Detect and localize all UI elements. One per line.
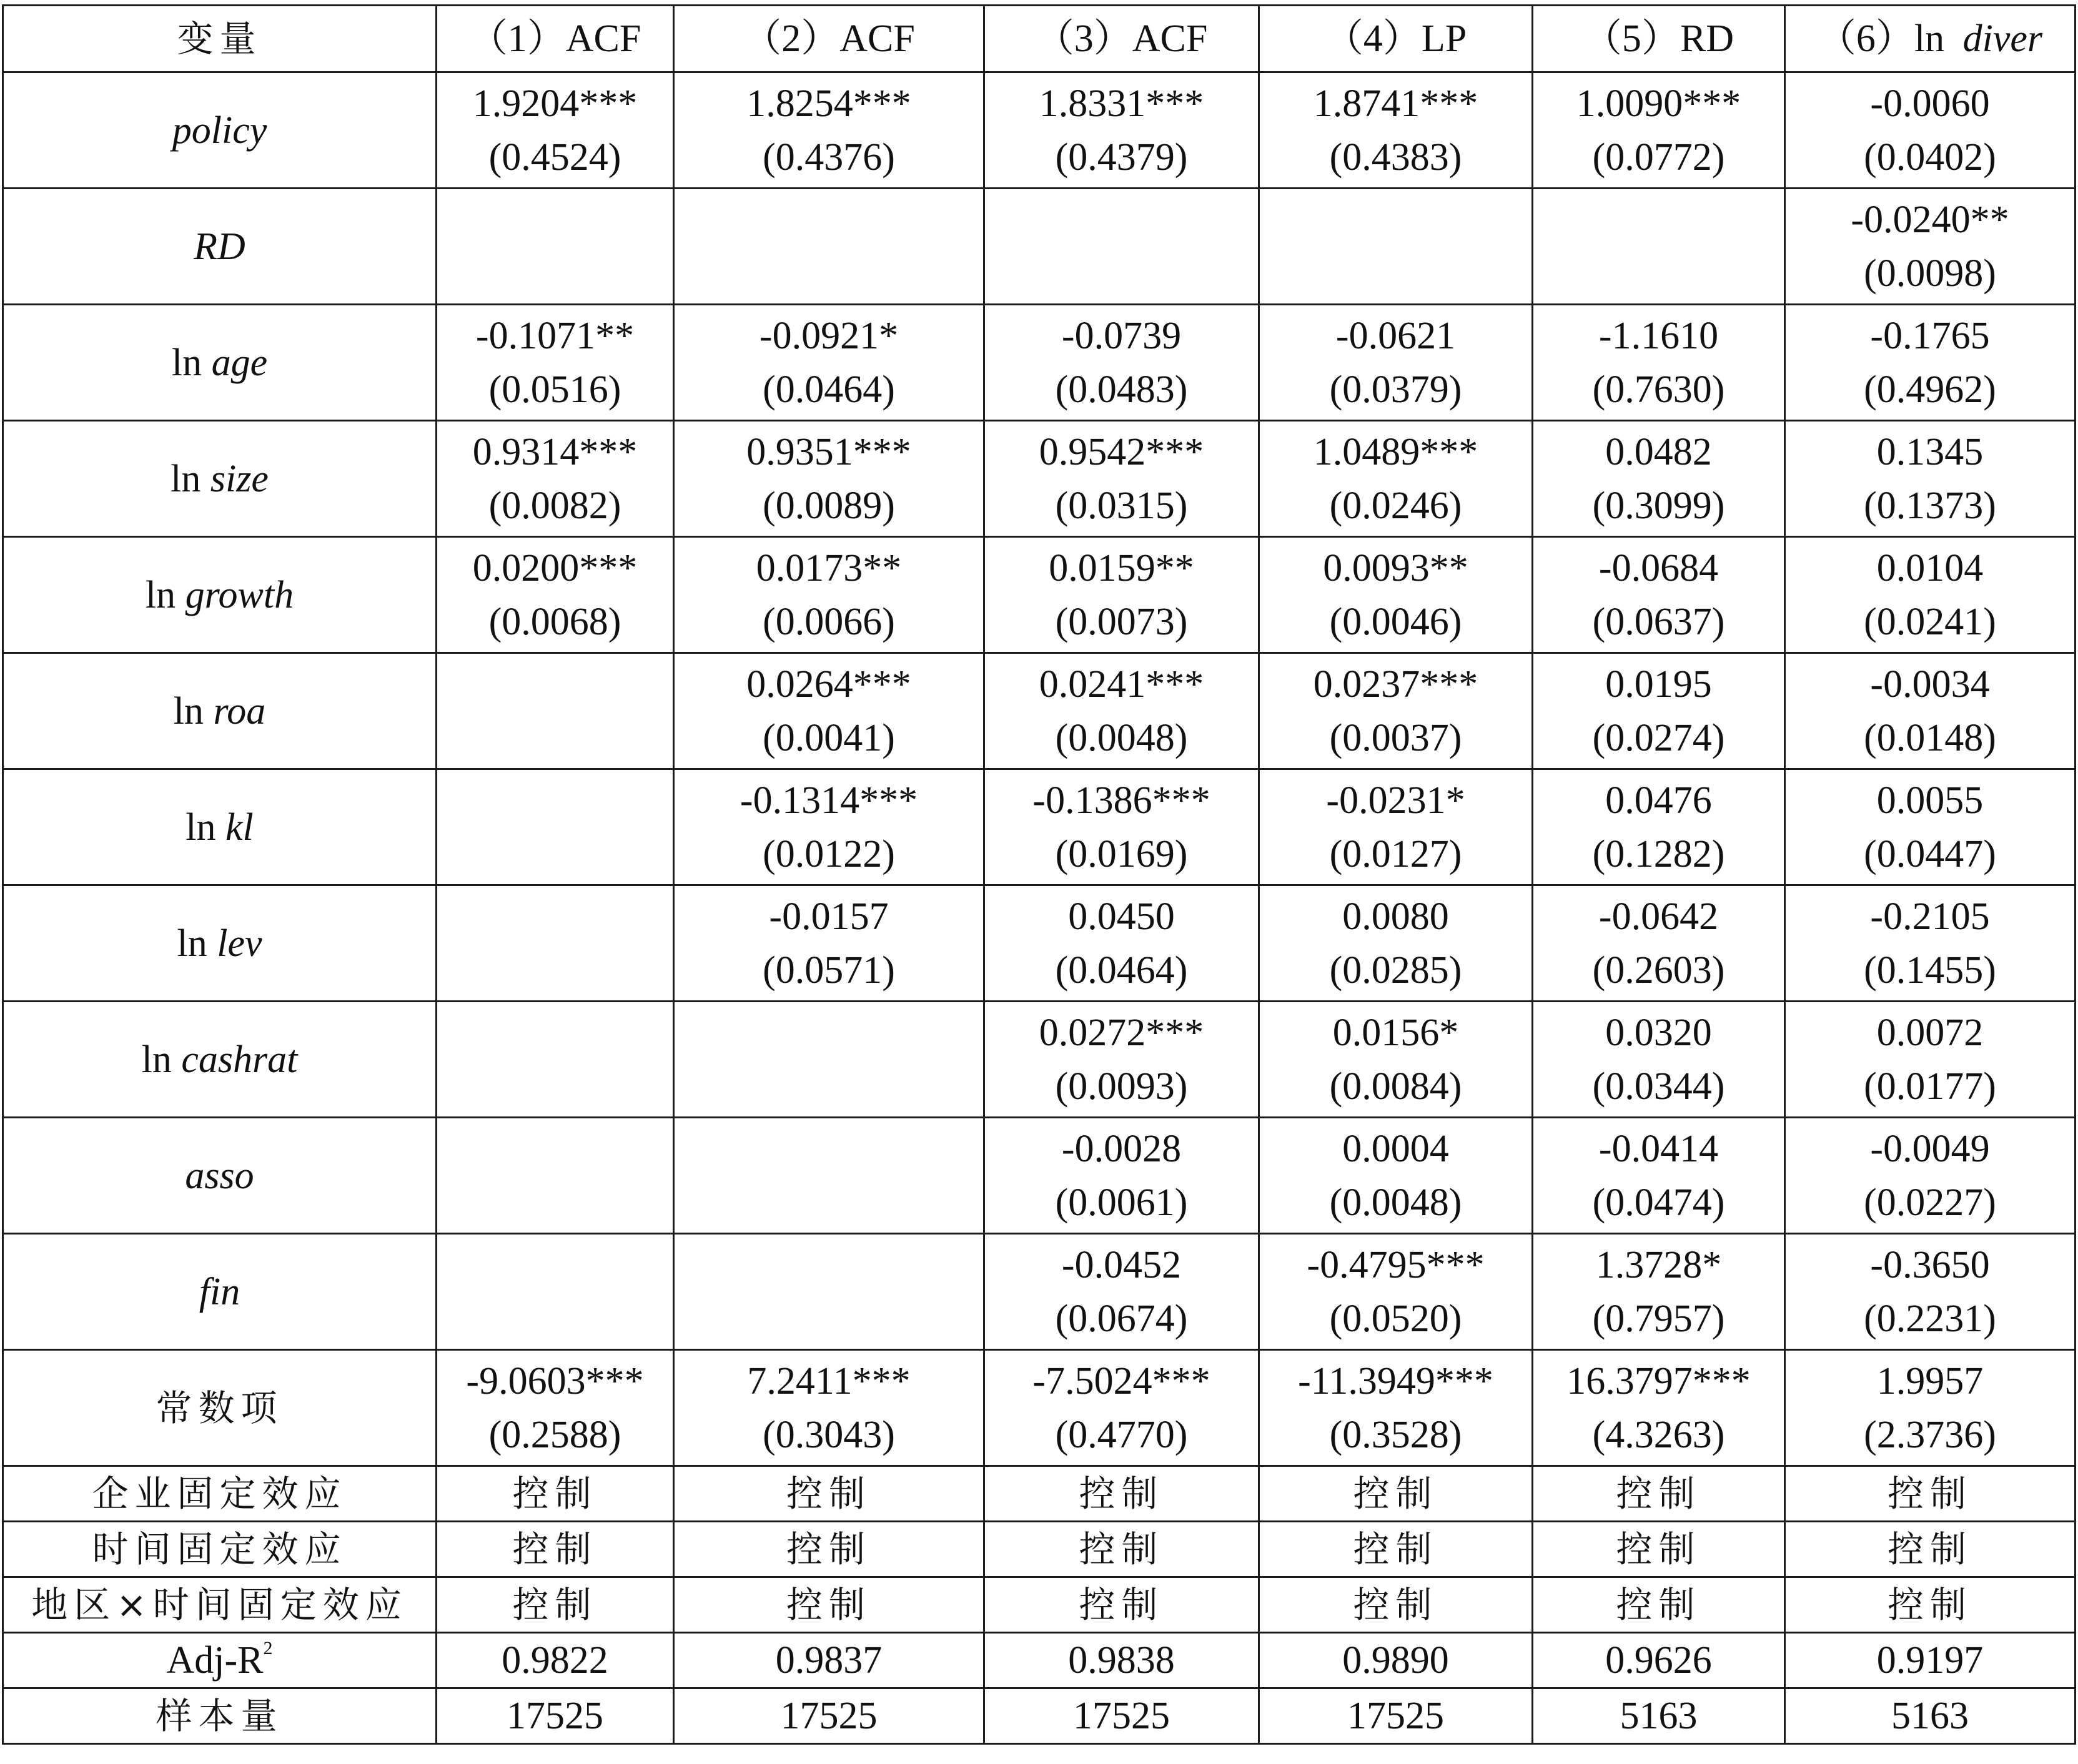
coef-cell [1785,421,2076,537]
coef-cell [437,189,674,305]
coefficient: -0.0642 [1598,895,1719,938]
standard-error: (0.0068) [488,600,621,643]
stat-cell: 控制 [984,1577,1259,1633]
coefficient: 0.0237*** [1313,663,1478,706]
coefficient: -0.0921* [759,314,899,357]
coefficient: 0.0080 [1342,895,1449,938]
standard-error: (0.0474) [1592,1181,1725,1224]
coef-cell [1259,305,1533,421]
coef-cell [674,421,984,537]
header-col-5: （5）RD [1533,6,1785,72]
header-col-4: （4）LP [1259,6,1533,72]
coef-row-asso [3,1118,2076,1234]
coefficient: 0.0450 [1068,895,1175,938]
standard-error: (0.0637) [1592,600,1725,643]
coef-cell [1533,1350,1785,1466]
stat-cell: 控制 [437,1522,674,1577]
coef-cell [1259,1002,1533,1118]
stat-cell: 控制 [1259,1466,1533,1522]
coef-cell [1785,653,2076,769]
coef-row-size [3,421,2076,537]
coef-cell [1533,1234,1785,1350]
coefficient: 1.8254*** [746,82,911,125]
row-label [3,653,437,769]
coef-cell [1785,537,2076,653]
stat-cell: 控制 [674,1466,984,1522]
standard-error: (0.0483) [1055,368,1188,411]
coefficient: -0.0452 [1061,1243,1182,1286]
coef-cell [437,421,674,537]
coef-cell [437,1234,674,1350]
row-label [3,537,437,653]
stat-label [3,1633,437,1688]
coef-cell [1533,653,1785,769]
coef-cell [1533,189,1785,305]
row-label [3,421,437,537]
coefficient: 0.0055 [1876,779,1984,822]
row-label [3,1350,437,1466]
stat-cell: 控制 [1533,1466,1785,1522]
coefficient: 16.3797*** [1566,1359,1751,1402]
standard-error: (0.0344) [1592,1065,1725,1108]
coef-cell [1533,305,1785,421]
stat-cell: 17525 [1259,1688,1533,1744]
coef-cell [1785,885,2076,1002]
standard-error: (0.0516) [488,368,621,411]
row-label-variable: asso [185,1154,254,1197]
coef-cell [437,1350,674,1466]
standard-error: (0.2603) [1592,949,1725,992]
row-label [3,189,437,305]
stat-cell: 控制 [1533,1577,1785,1633]
row-label-text: ln [171,341,202,384]
standard-error: (0.0046) [1329,600,1462,643]
stat-label [3,1577,437,1633]
coefficient: -0.0049 [1870,1127,1990,1170]
row-label-variable: roa [213,689,266,732]
coef-cell [674,72,984,189]
coef-cell [674,769,984,885]
coefficient: 1.3728* [1595,1243,1722,1286]
coefficient: 0.0482 [1605,430,1712,473]
coef-row-growth [3,537,2076,653]
coef-cell [1785,72,2076,189]
coef-cell [674,885,984,1002]
row-label [3,72,437,189]
coef-cell [1259,1350,1533,1466]
coef-cell [1785,189,2076,305]
stat-cell: 控制 [1785,1522,2076,1577]
stat-cell: 17525 [437,1688,674,1744]
coefficient: 0.0476 [1605,779,1712,822]
coef-cell [984,1234,1259,1350]
coefficient: 1.0090*** [1576,82,1741,125]
coefficient: 0.0093** [1323,546,1468,589]
coef-cell [674,653,984,769]
stat-cell: 控制 [984,1466,1259,1522]
standard-error: (0.0084) [1329,1065,1462,1108]
coef-cell [984,653,1259,769]
coef-row-policy [3,72,2076,189]
coefficient: 0.0320 [1605,1011,1712,1054]
standard-error: (0.0571) [763,949,895,992]
stat-row-1 [3,1522,2076,1577]
coefficient: -0.0621 [1335,314,1456,357]
standard-error: (0.0241) [1864,600,1996,643]
coef-cell [984,305,1259,421]
stat-cell: 控制 [984,1522,1259,1577]
coef-cell [984,421,1259,537]
row-label [3,1234,437,1350]
coefficient: 0.0173** [756,546,902,589]
coef-cell [437,305,674,421]
coef-cell [674,1350,984,1466]
stat-cell: 0.9838 [984,1633,1259,1688]
standard-error: (0.0285) [1329,949,1462,992]
coef-cell [984,769,1259,885]
coef-cell [674,189,984,305]
standard-error: (0.0082) [488,484,621,527]
coef-cell [437,885,674,1002]
standard-error: (0.0169) [1055,832,1188,875]
coefficient: 0.0264*** [746,663,911,706]
standard-error: (0.0246) [1329,484,1462,527]
coefficient: 0.9314*** [472,430,638,473]
stat-label-text: 地区×时间固定效应 [31,1584,408,1626]
standard-error: (0.0402) [1864,136,1996,179]
stat-cell: 0.9837 [674,1633,984,1688]
row-label-variable: age [211,341,268,384]
standard-error: (0.0464) [1055,949,1188,992]
standard-error: (0.0127) [1329,832,1462,875]
coefficient: -0.4795*** [1307,1243,1485,1286]
standard-error: (0.3043) [763,1413,895,1456]
standard-error: (0.0048) [1329,1181,1462,1224]
stat-cell: 5163 [1785,1688,2076,1744]
coef-cell [1259,189,1533,305]
coefficient: -1.1610 [1598,314,1719,357]
coef-cell [1785,1350,2076,1466]
row-label-text: ln [171,457,201,500]
row-label-text: ln [173,689,204,732]
coefficient: 0.0072 [1876,1011,1984,1054]
coefficient: -0.0684 [1598,546,1719,589]
coefficient: -0.2105 [1870,895,1990,938]
table-body [3,72,2076,1744]
coefficient: 0.0156* [1332,1011,1459,1054]
stat-cell: 控制 [1259,1577,1533,1633]
row-label [3,1118,437,1234]
row-label-variable: fin [199,1270,240,1313]
stat-row-0 [3,1466,2076,1522]
stat-row-2 [3,1577,2076,1633]
coefficient: -0.1765 [1870,314,1990,357]
row-label [3,1002,437,1118]
stat-cell: 控制 [674,1577,984,1633]
standard-error: (0.4379) [1055,136,1188,179]
header-col-2: （2）ACF [674,6,984,72]
coef-cell [674,1002,984,1118]
coef-cell [984,72,1259,189]
standard-error: (0.0073) [1055,600,1188,643]
row-label-text: ln [141,1038,172,1081]
superscript: 2 [263,1638,273,1658]
coef-cell [1259,769,1533,885]
coef-cell [1533,421,1785,537]
row-label-variable: size [210,457,269,500]
row-label-text: ln [177,922,207,965]
coefficient: 0.0200*** [472,546,638,589]
coef-cell [1785,1118,2076,1234]
coef-cell [437,1002,674,1118]
standard-error: (0.4383) [1329,136,1462,179]
stat-cell: 0.9197 [1785,1633,2076,1688]
coef-cell [674,305,984,421]
coef-cell [984,1350,1259,1466]
coef-cell [1259,1118,1533,1234]
standard-error: (0.0447) [1864,832,1996,875]
standard-error: (0.0227) [1864,1181,1996,1224]
coefficient: 0.1345 [1876,430,1984,473]
coef-cell [437,1118,674,1234]
coefficient: -0.3650 [1870,1243,1990,1286]
coefficient: -0.0240** [1851,198,2009,241]
standard-error: (0.0464) [763,368,895,411]
standard-error: (0.0674) [1055,1297,1188,1340]
coefficient: 1.0489*** [1313,430,1478,473]
coef-row-fin [3,1234,2076,1350]
coefficient: -0.0028 [1061,1127,1182,1170]
coefficient: -0.0414 [1598,1127,1719,1170]
stat-cell: 0.9626 [1533,1633,1785,1688]
coef-cell [674,537,984,653]
standard-error: (0.0041) [763,716,895,759]
coef-cell [1533,1118,1785,1234]
row-label-variable: policy [172,109,267,152]
standard-error: (0.3528) [1329,1413,1462,1456]
row-label-variable: lev [217,922,262,965]
stat-label [3,1688,437,1744]
stat-cell: 控制 [1533,1522,1785,1577]
coefficient: 7.2411*** [747,1359,911,1402]
coefficient: -0.0231* [1326,779,1465,822]
standard-error: (0.1373) [1864,484,1996,527]
standard-error: (0.0772) [1592,136,1725,179]
coef-row-age [3,305,2076,421]
coef-cell [1259,885,1533,1002]
coef-row-lev [3,885,2076,1002]
row-label [3,769,437,885]
standard-error: (0.0098) [1864,252,1996,295]
standard-error: (0.0315) [1055,484,1188,527]
stat-cell: 17525 [984,1688,1259,1744]
coef-cell [1533,1002,1785,1118]
coef-cell [1259,421,1533,537]
standard-error: (0.0037) [1329,716,1462,759]
coefficient: 1.9957 [1876,1359,1984,1402]
coef-row-kl [3,769,2076,885]
coefficient: -0.1314*** [740,779,918,822]
standard-error: (0.0274) [1592,716,1725,759]
row-label-text: ln [186,806,216,849]
coef-cell [984,885,1259,1002]
row-label-text: ln [145,573,176,616]
standard-error: (0.2231) [1864,1297,1996,1340]
stat-cell: 控制 [1785,1466,2076,1522]
stat-label [3,1466,437,1522]
standard-error: (0.0148) [1864,716,1996,759]
coef-cell [1259,653,1533,769]
stat-label-text: 样本量 [156,1695,284,1737]
coefficient: 0.0241*** [1039,663,1204,706]
header-col-3: （3）ACF [984,6,1259,72]
regression-table [2,4,2076,1745]
stat-cell: 控制 [437,1466,674,1522]
coefficient: 1.8741*** [1313,82,1478,125]
coefficient: -7.5024*** [1032,1359,1210,1402]
coef-cell [984,537,1259,653]
standard-error: (0.0093) [1055,1065,1188,1108]
coef-cell [1785,305,2076,421]
coef-cell [674,1118,984,1234]
standard-error: (0.0122) [763,832,895,875]
coef-cell [1259,537,1533,653]
coefficient: 0.0195 [1605,663,1712,706]
coef-cell [1533,769,1785,885]
standard-error: (0.0177) [1864,1065,1996,1108]
coefficient: -0.0739 [1061,314,1182,357]
stat-cell: 0.9822 [437,1633,674,1688]
coef-row-rd [3,189,2076,305]
coef-cell [984,1002,1259,1118]
standard-error: (0.3099) [1592,484,1725,527]
coef-cell [1785,1002,2076,1118]
stat-cell: 控制 [1785,1577,2076,1633]
coefficient: 1.9204*** [472,82,638,125]
standard-error: (2.3736) [1864,1413,1996,1456]
stat-row-3 [3,1633,2076,1688]
stat-cell: 5163 [1533,1688,1785,1744]
standard-error: (0.4376) [763,136,895,179]
coefficient: -0.0060 [1870,82,1990,125]
coef-row-row-11 [3,1350,2076,1466]
row-label-variable: RD [194,225,245,268]
coef-cell [1533,537,1785,653]
standard-error: (0.4962) [1864,368,1996,411]
coefficient: 0.9351*** [746,430,911,473]
header-row [3,6,2076,72]
coefficient: 0.0159** [1049,546,1194,589]
header-col-1: （1）ACF [437,6,674,72]
coef-cell [437,72,674,189]
stat-label [3,1522,437,1577]
coefficient: 1.8331*** [1039,82,1204,125]
coef-cell [1259,1234,1533,1350]
coef-cell [1785,1234,2076,1350]
coefficient: -9.0603*** [466,1359,644,1402]
coefficient: 0.9542*** [1039,430,1204,473]
header-col-6: （6）ln diver [1785,6,2076,72]
coefficient: -0.0157 [769,895,889,938]
standard-error: (0.0048) [1055,716,1188,759]
stat-label-text: 企业固定效应 [92,1472,347,1515]
stat-cell: 控制 [437,1577,674,1633]
row-label-variable: kl [225,806,254,849]
row-label [3,305,437,421]
standard-error: (0.1455) [1864,949,1996,992]
coefficient: 0.0272*** [1039,1011,1204,1054]
stat-cell: 控制 [674,1522,984,1577]
standard-error: (4.3263) [1592,1413,1725,1456]
coef-cell [1533,885,1785,1002]
stat-cell: 0.9890 [1259,1633,1533,1688]
coefficient: -11.3949*** [1298,1359,1493,1402]
row-label [3,885,437,1002]
standard-error: (0.7630) [1592,368,1725,411]
stat-cell: 17525 [674,1688,984,1744]
coef-cell [984,1118,1259,1234]
coef-cell [437,653,674,769]
stat-label-text: Adj-R [166,1639,264,1682]
coef-cell [1533,72,1785,189]
stat-cell: 控制 [1259,1522,1533,1577]
coef-cell [437,537,674,653]
standard-error: (0.1282) [1592,832,1725,875]
standard-error: (0.2588) [488,1413,621,1456]
standard-error: (0.7957) [1592,1297,1725,1340]
standard-error: (0.0520) [1329,1297,1462,1340]
header-variable: 变量 [3,6,437,72]
row-label-text: 常数项 [156,1386,284,1429]
coef-cell [1785,769,2076,885]
standard-error: (0.4770) [1055,1413,1188,1456]
coef-row-roa [3,653,2076,769]
standard-error: (0.0089) [763,484,895,527]
coef-row-cashrat [3,1002,2076,1118]
standard-error: (0.0066) [763,600,895,643]
standard-error: (0.0061) [1055,1181,1188,1224]
coef-cell [674,1234,984,1350]
standard-error: (0.0379) [1329,368,1462,411]
coefficient: -0.1071** [475,314,635,357]
coefficient: 0.0004 [1342,1127,1449,1170]
coefficient: 0.0104 [1876,546,1984,589]
coefficient: -0.1386*** [1032,779,1210,822]
coefficient: -0.0034 [1870,663,1990,706]
row-label-variable: growth [185,573,294,616]
standard-error: (0.4524) [488,136,621,179]
coef-cell [437,769,674,885]
row-label-variable: cashrat [181,1038,298,1081]
coef-cell [1259,72,1533,189]
stat-label-text: 时间固定效应 [92,1528,347,1570]
coef-cell [984,189,1259,305]
stat-row-4 [3,1688,2076,1744]
